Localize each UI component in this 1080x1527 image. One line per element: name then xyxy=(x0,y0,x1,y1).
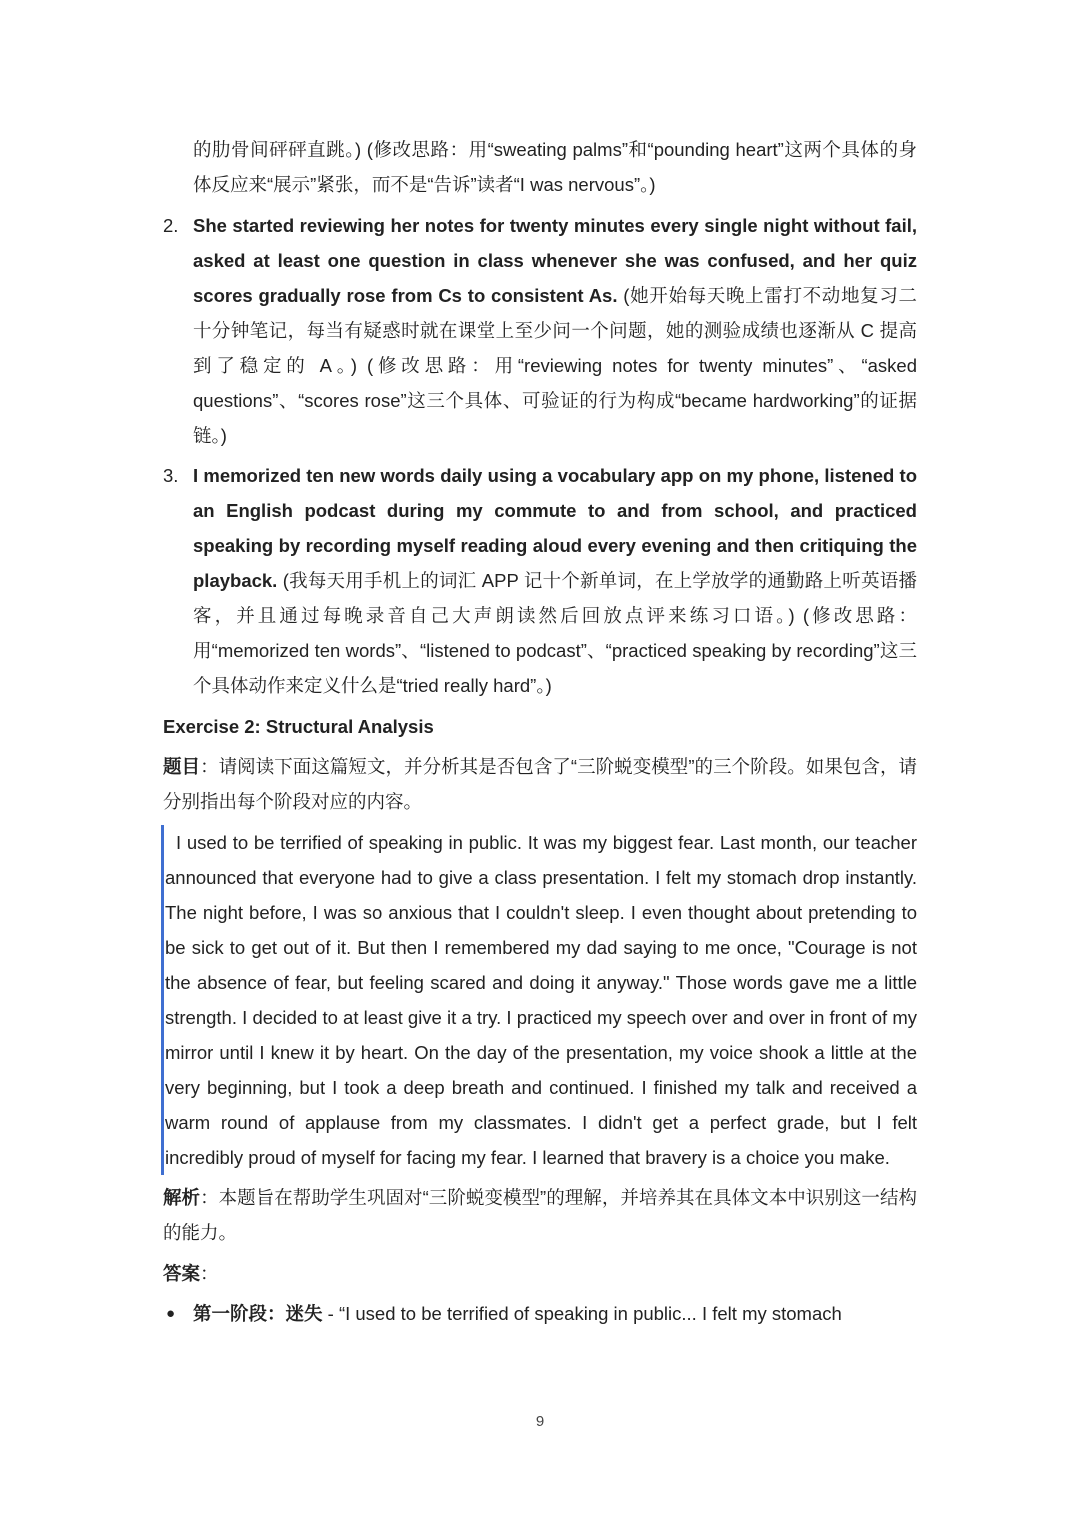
list-item xyxy=(163,458,917,703)
page-number: 9 xyxy=(535,1413,545,1430)
analysis-paragraph xyxy=(163,1180,917,1250)
list-item-translation: (她开始每天晚上雷打不动地复习二十分钟笔记，每当有疑惑时就在课堂上至少问一个问题，她的测验成绩也逐渐从 C 提高到了稳定的 A。) (修改思路：用“reviewing notes for twenty minutes”、“asked questions”、“scores rose”这三个具体、可验证的行为构成“became hardworking”的证据链。) xyxy=(193,284,917,446)
bullet-dot-icon: ● xyxy=(166,1305,176,1322)
question-text: 请阅读下面这篇短文，并分析其是否包含了“三阶蜕变模型”的三个阶段。如果包含，请分别指出每个阶段对应的内容。 xyxy=(163,756,917,812)
bullet-label: 第一阶段：迷失 xyxy=(193,1303,323,1324)
list-item-bold-sentence: I memorized ten new words daily using a vocabulary app on my phone, listened to an English podcast during my commute to and from school, and practiced speaking by recording myself reading aloud every evening and then critiquing the playback. xyxy=(193,465,917,591)
answer-label: 答案 xyxy=(163,1262,201,1284)
bullet-body xyxy=(193,1296,917,1331)
list-item-body xyxy=(193,458,917,703)
page-content xyxy=(163,132,917,1331)
bullet-text: - “I used to be terrified of speaking in public... I felt my stomach xyxy=(322,1303,842,1324)
answer-paragraph xyxy=(163,1256,917,1291)
analysis-colon: ： xyxy=(200,1187,219,1208)
continuation-text: 的肋骨间砰砰直跳。) (修改思路：用“sweating palms”和“pounding heart”这两个具体的身体反应来“展示”紧张，而不是“告诉”读者“I was nervous”。) xyxy=(193,139,917,195)
exercise-heading: Exercise 2: Structural Analysis xyxy=(163,715,434,737)
list-item-number: 3. xyxy=(163,465,179,486)
list-item xyxy=(163,208,917,453)
answer-colon: ： xyxy=(200,1262,219,1284)
list-item-body xyxy=(193,208,917,453)
analysis-text: 本题旨在帮助学生巩固对“三阶蜕变模型”的理解，并培养其在具体文本中识别这一结构的能力。 xyxy=(163,1187,917,1243)
passage-quote: I used to be terrified of speaking in public. It was my biggest fear. Last month, our teacher announced that everyone had to give a class presentation. I felt my stomach drop instantly. The night before, I was so anxious that I couldn't sleep. I even thought about pretending to be sick to get out of it. But then I remembered my dad saying to me once, "Courage is not the absence of fear, but feeling scared and doing it anyway." Those words gave me a little strength. I decided to at least give it a try. I practiced my speech over and over in front of my mirror until I knew it by heart. On the day of the presentation, my voice shook a little at the very beginning, but I took a deep breath and continued. I finished my talk and received a warm round of applause from my classmates. I didn't get a perfect grade, but I felt incredibly proud of myself for facing my fear. I learned that bravery is a choice you make. xyxy=(161,825,917,1175)
analysis-label: 解析 xyxy=(163,1187,201,1208)
bullet-item xyxy=(163,1296,917,1331)
question-paragraph xyxy=(163,749,917,819)
list-item-number: 2. xyxy=(163,214,179,236)
list-item-bold-sentence: She started reviewing her notes for twenty minutes every single night without fail, asked at least one question in class whenever she was confused, and her quiz scores gradually rose from Cs to consistent As. xyxy=(193,214,917,306)
question-label: 题目 xyxy=(163,756,201,777)
continuation-paragraph xyxy=(163,132,917,202)
list-item-translation: (我每天用手机上的词汇 APP 记十个新单词，在上学放学的通勤路上听英语播客，并且通过每晚录音自己大声朗读然后回放点评来练习口语。) (修改思路：用“memorized ten words”、“listened to podcast”、“practiced speaking by recording”这三个具体动作来定义什么是“tried really hard”。) xyxy=(193,570,917,696)
question-colon: ： xyxy=(200,756,219,777)
